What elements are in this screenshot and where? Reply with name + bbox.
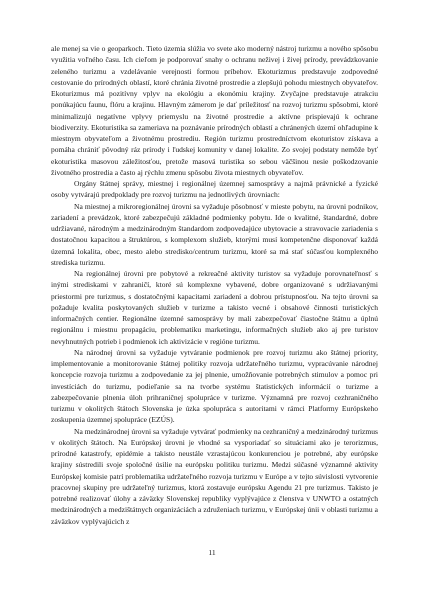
- page-body: [51, 43, 378, 527]
- paragraph-regional-level: Na regionálnej úrovni pre pobytové a rekreačné aktivity turistov sa vyžaduje porovnateľnosť s inými strediskami v zahraničí, ktoré sú komplexne vybavené, dobre organizované s udržiavanými priestormi pre turizmus, s dostatočnými kapacitami zariadení a dobrou prístupnosťou. Na tejto úrovni sa požaduje kvalita poskytovaných služieb v turizme a takisto vecné i obsahové činnosti turistických informačných centier. Regionálne územné samosprávy by mali zabezpečovať čiastočne štátnu a úplnú regionálnu i miestnu propagáciu, problematiku marketingu, informačných služieb ako aj pre turistov nevyhnutných potrieb i podmienok ich aktivizácie v regióne turizmu.: [51, 269, 378, 346]
- paragraph-local-level: Na miestnej a mikroregionálnej úrovni sa vyžaduje pôsobnosť v mieste pobytu, na úrovni podnikov, zariadení a prevádzok, ktoré zabezpečujú základné podmienky pobytu. Ide o kvalitné, štandardné, dobre udržiavané, národným a medzinárodným štandardom zodpovedajúce ubytovacie a stravovacie zariadenia s dostatočnou kapacitou a štruktúrou, s komplexom služieb, ktorými musí kompetenčne disponovať každá územná lokalita, obec, mesto alebo stredisko/centrum turizmu, ktoré sa má stať súčasťou komplexného strediska turizmu.: [51, 201, 378, 267]
- paragraph-state-bodies: Orgány štátnej správy, miestnej i regionálnej územnej samosprávy a najmä právnické a fyzické osoby vytvárajú predpoklady pre rozvoj turizmu na jednotlivých úrovniach:: [51, 179, 378, 200]
- paragraph-international-level: Na medzinárodnej úrovni sa vyžaduje vytvárať podmienky na cezhraničný a medzinárodný turizmus v okolitých štátoch. Na Európskej úrovni je vhodné sa vysporiadať so situáciami ako je terorizmus, prírodné katastrofy, epidémie a takisto neustále vzrastajúcou konkurenciou je potrebné, aby európske krajiny sústredili svoje spoločné úsilie na európsku politiku turizmu. Medzi súčasné významné aktivity Európskej komisie patrí problematika udržateľného rozvoja turizmu v Európe a v tejto súvislosti vytvorenie pracovnej skupiny pre udržateľný turizmus, ktorá zostavuje európsku Agendu 21 pre turizmus. Takisto je potrebné realizovať úlohy a záväzky Slovenskej republiky vyplývajúce z členstva v UNWTO a ostatných medzinárodných a medzištátnych organizáciách a združeniach turizmu, v Európskej únii v oblasti turizmu a záväzkov vyplývajúcich z: [51, 426, 378, 526]
- page-number: 11: [208, 548, 216, 557]
- paragraph-national-level: Na národnej úrovni sa vyžaduje vytváranie podmienok pre rozvoj turizmu ako štátnej priority, implementovanie a monitorovanie štátnej politiky rozvoja udržateľného turizmu, vypracúvanie národnej koncepcie rozvoja turizmu a zodpovedanie za jej plnenie, umožňovanie potrebných stimulov a pomoc pri investíciách do turizmu, podieľanie sa na tvorbe systému štatistických informácií o turizme a zabezpečovanie plnenia úloh prihraničnej spolupráce v turizme. Významná pre rozvoj cezhraničného turizmu v okolitých štátoch Slovenska je úzka spolupráca s autoritami v rámci Platformy Európskeho zoskupenia územnej spolupráce (EZÚS).: [51, 347, 378, 425]
- paragraph-ecotourism: ale menej sa vie o geoparkoch. Tieto územia slúžia vo svete ako moderný nástroj turizmu a nového spôsobu využitia voľného času. Ich cieľom je podporovať snahy o ochranu neživej i živej prírody, prevádzkovanie zeleného turizmu a vzdelávanie verejnosti formou príbehov. Ekoturizmus predstavuje zodpovedné cestovanie do prírodných oblastí, ktoré chránia životné prostredie a zlepšujú pohodu miestnych obyvateľov. Ekoturizmus má pozitívny vplyv na ekológiu a ekonómiu krajiny. Zvyčajne predstavuje atrakciu ponúkajúcu faunu, flóru a krajinu. Hlavným zámerom je dať príležitosť na rozvoj turizmu spôsobmi, ktoré minimalizujú negatívne vplyvy priemyslu na životné prostredie a aktívne prispievajú k ochrane biodiverzity. Ekoturistika sa zameriava na poznávanie prírodných oblastí a chránených území ohľadupine k miestnym obyvateľom a životnému prostrediu. Región turizmu prostredníctvom ekoturistov získava a pomáha chrániť pôvodný ráz prírody i ľudskej komunity v danej lokalite. Zo svojej podstaty nemôže byť ekoturistika masovou záležitosťou, pretože masová turistika so sebou väčšinou nesie poškodzovanie životného prostredia a často aj rýchlu zmenu spôsobu života miestnych obyvateľov.: [51, 44, 378, 177]
